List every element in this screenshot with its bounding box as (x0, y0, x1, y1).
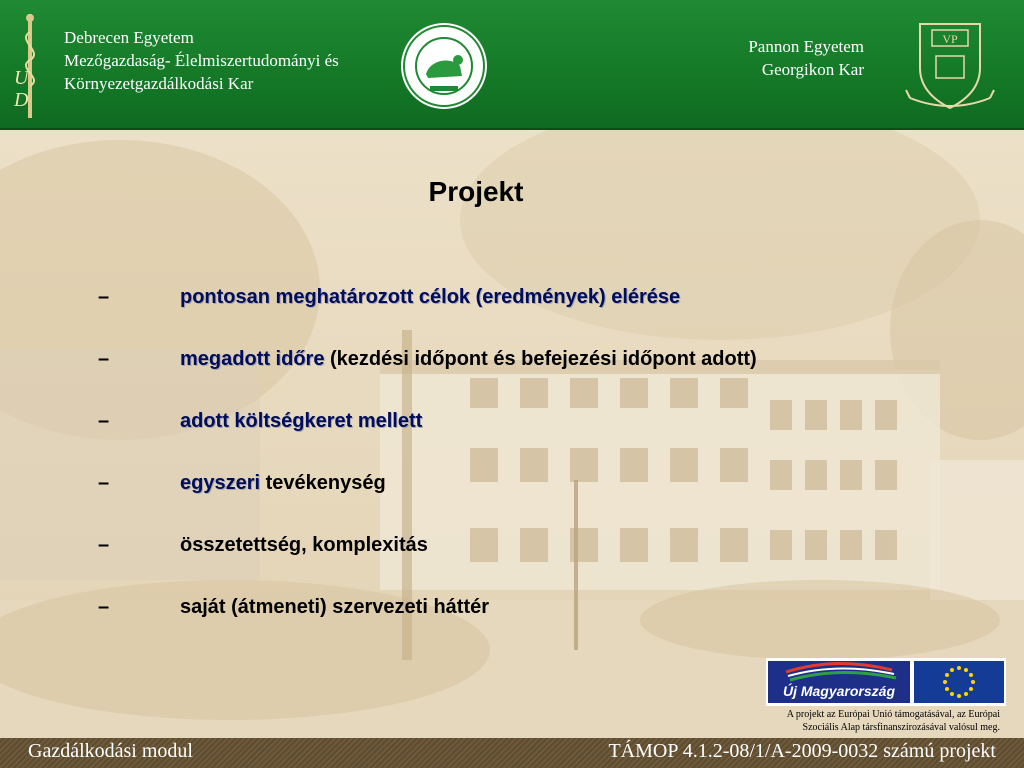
eu-logos (766, 658, 1006, 706)
svg-text:U: U (14, 67, 29, 89)
uj-magyarorszag-text: Új Magyarország (782, 683, 896, 699)
header-left-line-3: Környezetgazdálkodási Kar (64, 74, 254, 93)
university-debrecen-name (64, 26, 339, 95)
bullet-text: (kezdési időpont és befejezési időpont adott) (324, 348, 757, 370)
svg-text:D: D (14, 89, 29, 111)
bullet-dash: – (98, 286, 110, 308)
eu-caption-line-2: Szociális Alap társfinanszírozásával valósul meg. (802, 722, 1000, 733)
bullet-item (96, 472, 956, 534)
bullet-item (96, 596, 956, 658)
footer-module-name: Gazdálkodási modul (28, 740, 193, 762)
bullet-list (96, 286, 956, 658)
bullet-dash: – (98, 472, 110, 494)
footer-project-id: TÁMOP 4.1.2-08/1/A-2009-0032 számú projekt (608, 740, 996, 762)
pannon-university-name (748, 35, 864, 81)
pannon-university-shield (902, 18, 998, 114)
eu-flag-icon (914, 661, 1004, 703)
slide-title: Projekt (428, 176, 524, 207)
bullet-text: tevékenység (260, 472, 386, 494)
header-left-line-1: Debrecen Egyetem (64, 28, 194, 47)
footer-bar (0, 738, 1024, 768)
header-banner (0, 0, 1024, 130)
bullet-highlight: egyszeri (180, 472, 261, 494)
bullet-item (96, 534, 956, 596)
bullet-highlight: adott költségkeret mellett (180, 410, 423, 432)
ud-caduceus-logo (10, 12, 50, 122)
debrecen-university-seal (400, 22, 488, 110)
bullet-item (96, 286, 956, 348)
eu-caption-line-1: A projekt az Európai Unió támogatásával, az Európai (786, 709, 1000, 720)
bullet-highlight: pontosan meghatározott célok (eredmények) elérése (180, 286, 681, 308)
bullet-dash: – (98, 534, 110, 556)
bullet-text: összetettség, komplexitás (180, 534, 428, 556)
bullet-dash: – (98, 410, 110, 432)
header-right-line-1: Pannon Egyetem (748, 37, 864, 56)
bullet-item (96, 348, 956, 410)
bullet-highlight: megadott időre (180, 348, 325, 370)
header-left-line-2: Mezőgazdaság- Élelmiszertudományi és (64, 51, 339, 70)
bullet-dash: – (98, 348, 110, 370)
header-right-line-2: Georgikon Kar (761, 60, 864, 79)
eu-funding-caption (740, 708, 1000, 734)
bullet-dash: – (98, 596, 110, 618)
shield-letters: VP (942, 32, 958, 46)
bullet-item (96, 410, 956, 472)
uj-magyarorszag-logo (768, 661, 910, 703)
bullet-text: saját (átmeneti) szervezeti háttér (180, 596, 490, 618)
